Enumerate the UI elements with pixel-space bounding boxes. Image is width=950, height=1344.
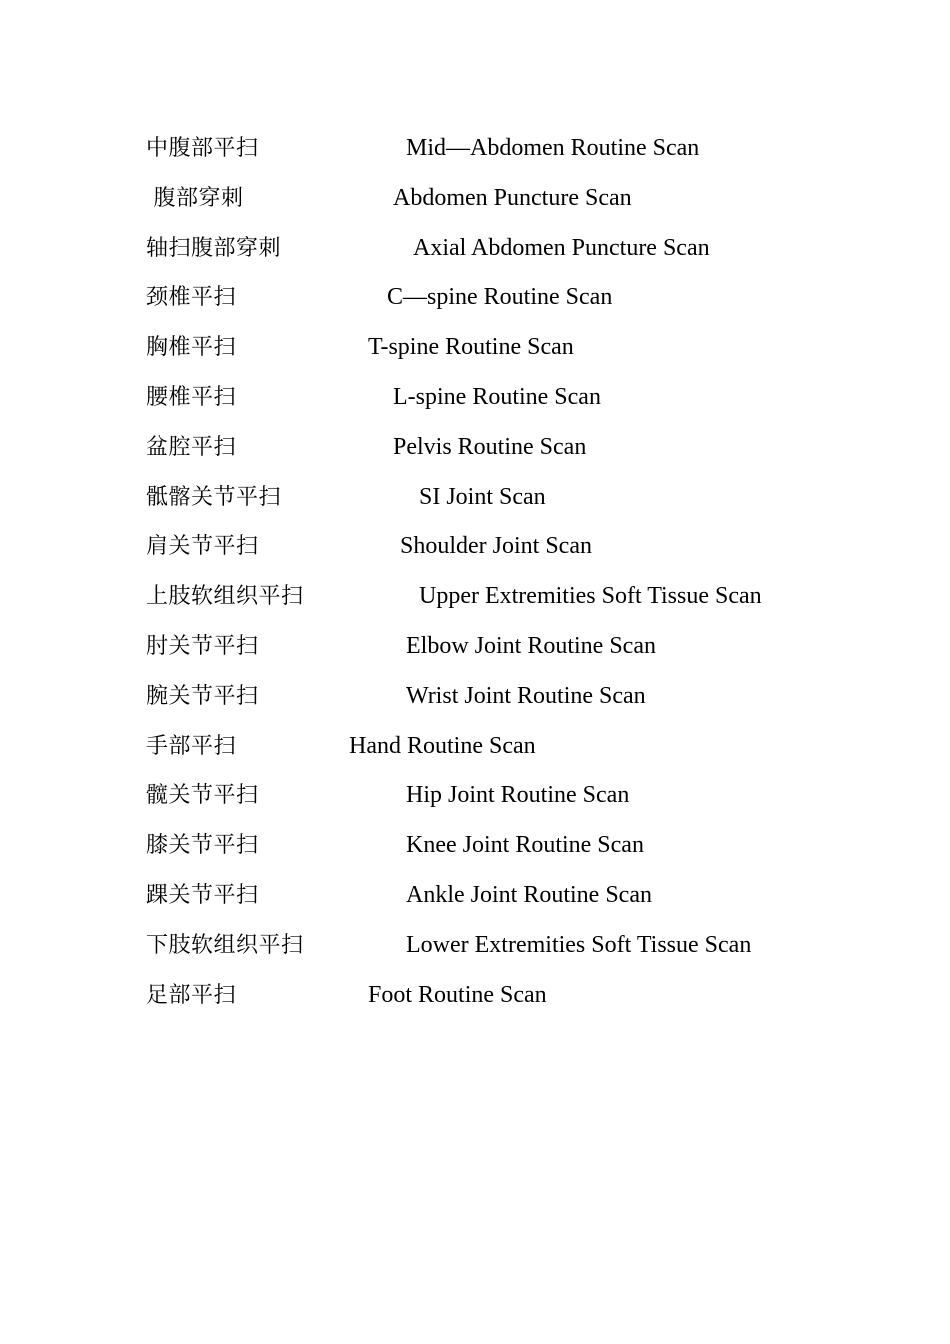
term-row (0, 871, 950, 921)
term-chinese: 髋关节平扫 (146, 783, 259, 809)
term-row (0, 622, 950, 672)
term-chinese: 肘关节平扫 (146, 633, 259, 659)
term-chinese: 手部平扫 (146, 733, 237, 759)
term-chinese: 足部平扫 (146, 982, 237, 1008)
term-english: Hip Joint Routine Scan (406, 782, 630, 809)
term-english: Mid—Abdomen Routine Scan (406, 135, 700, 161)
term-row (0, 174, 950, 224)
term-row (0, 921, 950, 971)
term-row (0, 124, 950, 174)
term-english: SI Joint Scan (419, 483, 546, 510)
term-chinese: 下肢软组织平扫 (146, 932, 304, 958)
term-english: Abdomen Puncture Scan (393, 184, 632, 211)
term-row (0, 771, 950, 821)
term-chinese: 颈椎平扫 (146, 285, 237, 311)
term-row (0, 572, 950, 622)
term-chinese: 肩关节平扫 (146, 534, 259, 560)
term-english: L-spine Routine Scan (393, 383, 601, 410)
term-english: Wrist Joint Routine Scan (406, 682, 646, 709)
term-english: Shoulder Joint Scan (400, 533, 592, 560)
term-chinese: 轴扫腹部穿刺 (146, 235, 282, 261)
term-row (0, 224, 950, 274)
term-row (0, 473, 950, 523)
term-english: Foot Routine Scan (368, 981, 547, 1008)
term-english: C—spine Routine Scan (387, 284, 613, 311)
term-row (0, 722, 950, 772)
term-english: Knee Joint Routine Scan (406, 832, 644, 859)
term-english: Lower Extremities Soft Tissue Scan (406, 931, 752, 958)
term-row (0, 672, 950, 722)
term-chinese: 骶髂关节平扫 (146, 484, 282, 510)
term-row (0, 821, 950, 871)
term-english: Pelvis Routine Scan (393, 433, 587, 460)
term-row (0, 423, 950, 473)
term-row (0, 273, 950, 323)
term-chinese: 腰椎平扫 (146, 384, 237, 410)
term-english: Hand Routine Scan (349, 732, 536, 759)
term-row (0, 971, 950, 1021)
term-chinese: 中腹部平扫 (146, 136, 259, 161)
term-english: Ankle Joint Routine Scan (406, 881, 652, 908)
term-row (0, 373, 950, 423)
term-english: T-spine Routine Scan (368, 334, 574, 361)
term-list (0, 124, 950, 1020)
term-english: Axial Abdomen Puncture Scan (413, 234, 710, 261)
term-english: Upper Extremities Soft Tissue Scan (419, 583, 762, 610)
term-english: Elbow Joint Routine Scan (406, 632, 656, 659)
term-chinese: 上肢软组织平扫 (146, 584, 304, 610)
term-chinese: 腕关节平扫 (146, 683, 259, 709)
term-chinese: 膝关节平扫 (146, 833, 259, 859)
term-row (0, 323, 950, 373)
term-chinese: 踝关节平扫 (146, 882, 259, 908)
term-chinese: 胸椎平扫 (146, 335, 237, 361)
term-chinese: 腹部穿刺 (146, 185, 244, 211)
term-chinese: 盆腔平扫 (146, 434, 237, 460)
term-row (0, 522, 950, 572)
